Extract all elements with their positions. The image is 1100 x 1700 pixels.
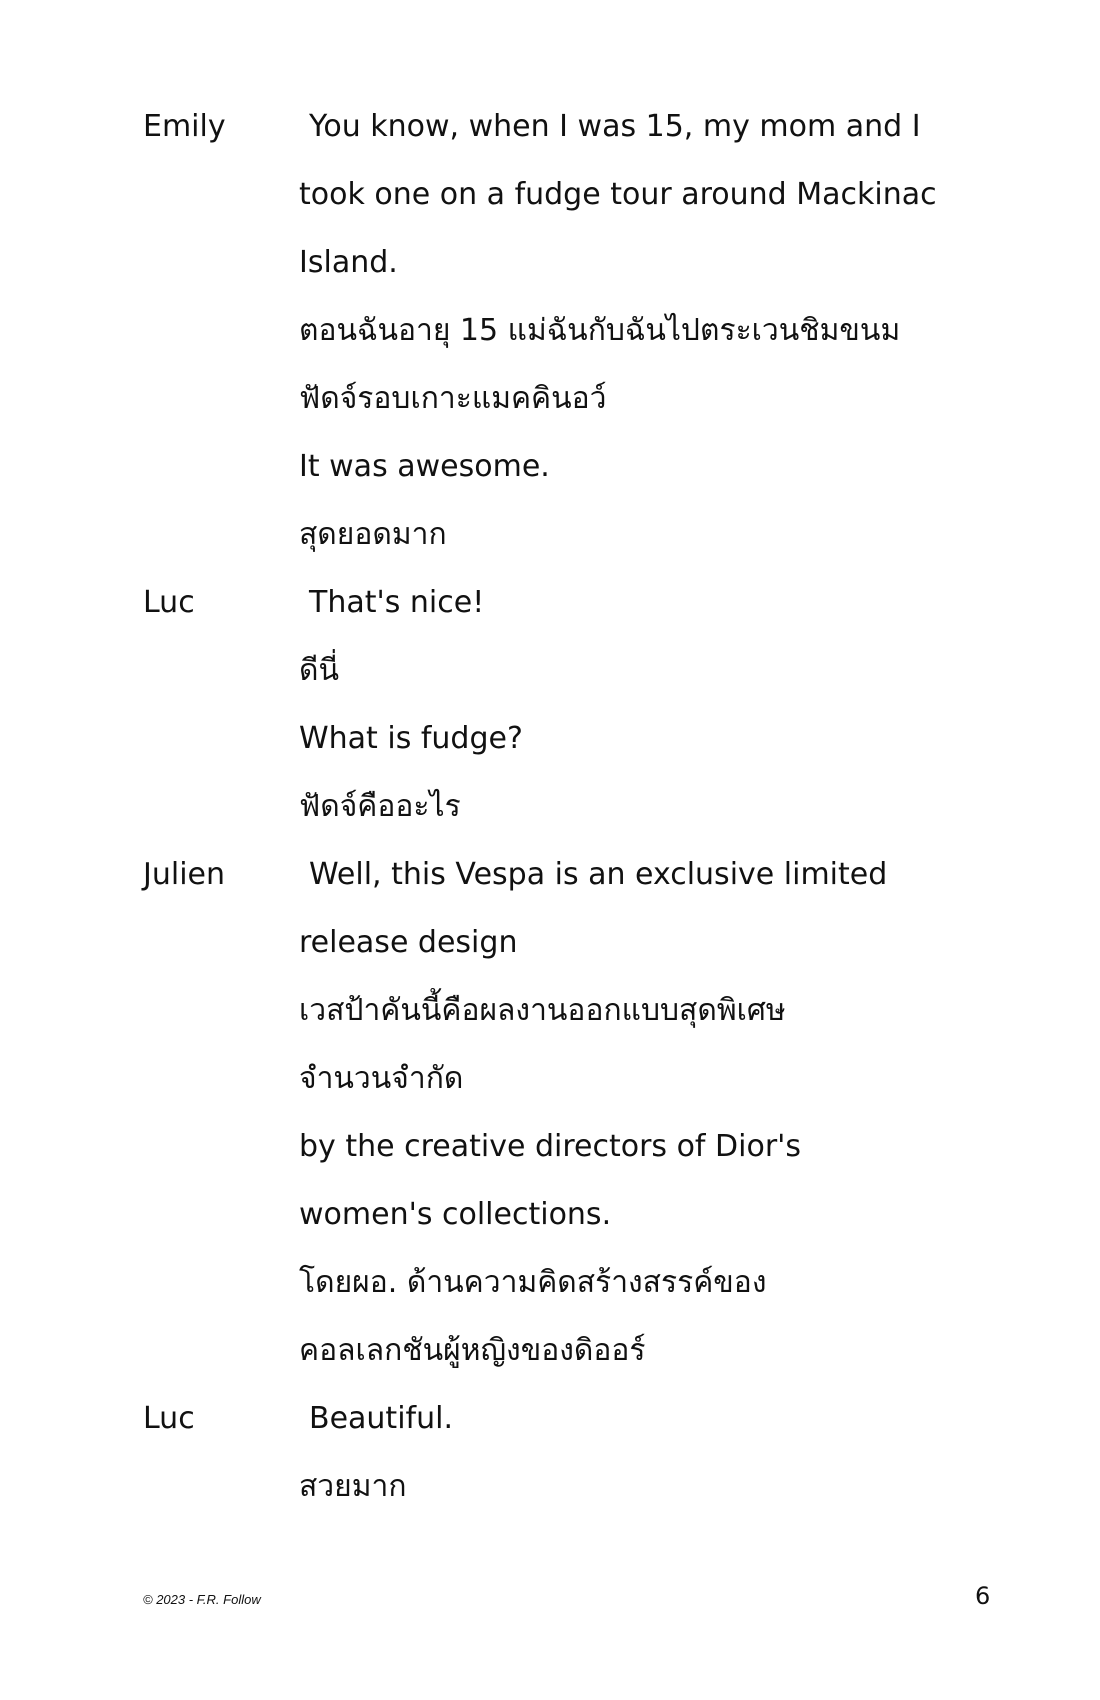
page-number: 6 (975, 1582, 991, 1610)
dialogue-line-thai: สุดยอดมาก (299, 517, 447, 552)
dialogue-lines (299, 93, 1023, 569)
speaker-name: Julien (143, 857, 226, 892)
dialogue-line: That's nice! (309, 585, 485, 620)
dialogue-block-luc (143, 1385, 1023, 1521)
speaker-name: Luc (143, 1401, 195, 1436)
dialogue-lines (299, 569, 1023, 841)
speaker-name: Emily (143, 109, 226, 144)
dialogue-line-thai: เวสป้าคันนี้คือผลงานออกแบบสุดพิเศษ (299, 993, 786, 1028)
dialogue-line-thai: จำนวนจำกัด (299, 1061, 464, 1096)
dialogue-line: by the creative directors of Dior's (299, 1129, 802, 1164)
dialogue-line-thai: ฟัดจ์รอบเกาะแมคคินอว์ (299, 381, 607, 416)
dialogue-line: took one on a fudge tour around Mackinac (299, 177, 937, 212)
dialogue-line: Island. (299, 245, 398, 280)
dialogue-line: Well, this Vespa is an exclusive limited (309, 857, 888, 892)
dialogue-line: It was awesome. (299, 449, 550, 484)
dialogue-block-emily (143, 93, 1023, 569)
copyright-notice: © 2023 - F.R. Follow (143, 1592, 261, 1607)
dialogue-line: What is fudge? (299, 721, 523, 756)
dialogue-lines (299, 1385, 1023, 1521)
dialogue-line-thai: คอลเลกชันผู้หญิงของดิออร์ (299, 1333, 646, 1368)
dialogue-line-thai: ตอนฉันอายุ 15 แม่ฉันกับฉันไปตระเวนชิมขนม (299, 313, 901, 348)
dialogue-script (143, 93, 1023, 1521)
dialogue-line-thai: ดีนี่ (299, 653, 339, 688)
speaker-name: Luc (143, 585, 195, 620)
dialogue-line: women's collections. (299, 1197, 612, 1232)
dialogue-lines (299, 841, 1023, 1385)
dialogue-line: release design (299, 925, 518, 960)
dialogue-line-thai: โดยผอ. ด้านความคิดสร้างสรรค์ของ (299, 1265, 767, 1300)
dialogue-line-thai: สวยมาก (299, 1469, 407, 1504)
dialogue-line: You know, when I was 15, my mom and I (309, 109, 921, 144)
dialogue-line: Beautiful. (309, 1401, 453, 1436)
dialogue-block-julien (143, 841, 1023, 1385)
dialogue-block-luc (143, 569, 1023, 841)
dialogue-line-thai: ฟัดจ์คืออะไร (299, 789, 461, 824)
